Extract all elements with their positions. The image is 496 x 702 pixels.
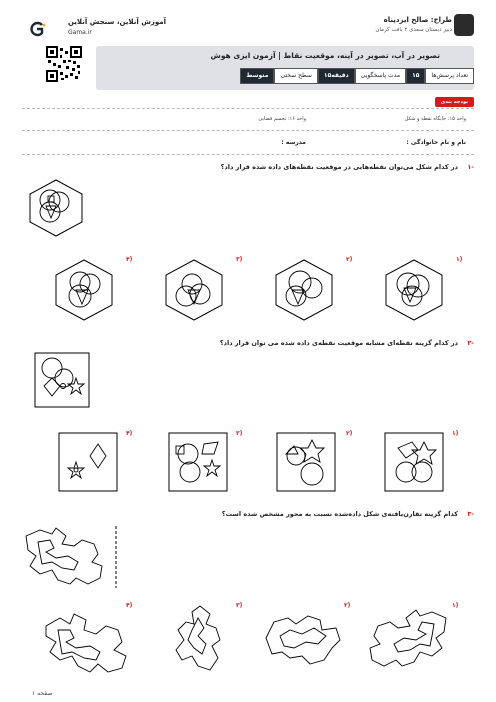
- question-number: ۱-: [467, 163, 474, 171]
- option-label[interactable]: ۲): [346, 256, 353, 263]
- option-label[interactable]: ۲): [346, 430, 353, 437]
- divider: [22, 130, 474, 131]
- meta-count-label: تعداد پرسش‌ها: [425, 68, 474, 84]
- author-name: طراح: صالح ایزدپناه: [383, 16, 452, 24]
- meta-row: [240, 68, 474, 82]
- page-number: صفحه ۱: [32, 690, 53, 697]
- question-1-figure: [26, 178, 86, 238]
- option-label[interactable]: ۳): [236, 602, 243, 609]
- question-3-option-2[interactable]: [262, 608, 342, 668]
- divider: [22, 154, 474, 155]
- question-2-option-2[interactable]: [276, 432, 336, 492]
- option-label[interactable]: ۴): [126, 602, 133, 609]
- option-label[interactable]: ۴): [126, 430, 133, 437]
- question-3-option-4[interactable]: [40, 606, 136, 676]
- option-label[interactable]: ۲): [344, 602, 351, 609]
- question-text: در کدام شکل می‌توان نقطه‌هایی در موقعیت نقطه‌های داده شده قرار داد؟: [220, 163, 458, 171]
- option-label[interactable]: ۱): [452, 602, 459, 609]
- question-3-option-1[interactable]: [366, 608, 450, 668]
- section-tag: بودجه بندی: [435, 97, 474, 107]
- question-1-option-2[interactable]: [272, 258, 336, 322]
- brand-site[interactable]: Gama.ir: [68, 29, 92, 36]
- name-field[interactable]: نام و نام خانوادگی :: [406, 139, 466, 146]
- school-field[interactable]: مدرسه :: [281, 139, 306, 146]
- meta-time-label: مدت پاسخگویی: [355, 68, 406, 84]
- option-label[interactable]: ۳): [236, 256, 243, 263]
- question-1-option-3[interactable]: [162, 258, 226, 322]
- question-2-option-1[interactable]: [384, 432, 444, 492]
- question-text: در کدام گزینه نقطه‌ای مشابه موقعیت نقطه‌ی داده شده می توان قرار داد؟: [219, 339, 458, 347]
- option-label[interactable]: ۱): [452, 430, 459, 437]
- unit-info-left: واحد ۱۶: تجسم فضایی: [258, 116, 306, 122]
- question-3-option-3[interactable]: [170, 604, 230, 674]
- question-3-figure: [22, 526, 122, 588]
- question-number: ۲-: [467, 339, 474, 347]
- question-number: ۳-: [467, 510, 474, 518]
- unit-info-right: واحد ۱۵: جایگاه نقطه و شکل: [404, 116, 466, 122]
- option-label[interactable]: ۴): [126, 256, 133, 263]
- meta-level-value: متوسط: [240, 68, 274, 84]
- question-2-option-3[interactable]: [168, 432, 228, 492]
- option-label[interactable]: ۱): [456, 256, 463, 263]
- gama-logo-icon: [28, 22, 46, 36]
- author-avatar: [454, 14, 474, 36]
- meta-count-value: ۱۵: [406, 68, 425, 84]
- question-1-option-4[interactable]: [52, 258, 116, 322]
- author-role: دبیر دبستان سعدی ۲ بافت کرمان: [375, 27, 452, 33]
- question-text: کدام گزینه تقارن‌یافته‌ی شکل داده‌شده نسبت به محور مشخص شده است؟: [221, 510, 458, 518]
- qr-code-icon[interactable]: [46, 46, 82, 82]
- meta-level-label: سطح سختی: [274, 68, 317, 84]
- brand-title: آموزش آنلاین، سنجش آنلاین: [68, 18, 167, 26]
- question-2-figure: [34, 352, 90, 408]
- question-2-option-4[interactable]: [58, 432, 118, 492]
- meta-time-value: ۱۵دقیقه: [318, 68, 355, 84]
- option-label[interactable]: ۳): [236, 430, 243, 437]
- page-title: تصویر در آب، تصویر در آینه، موقعیت نقاط | آزمون ایزی هوش: [210, 51, 440, 60]
- divider: [22, 108, 474, 109]
- question-1-option-1[interactable]: [382, 258, 446, 322]
